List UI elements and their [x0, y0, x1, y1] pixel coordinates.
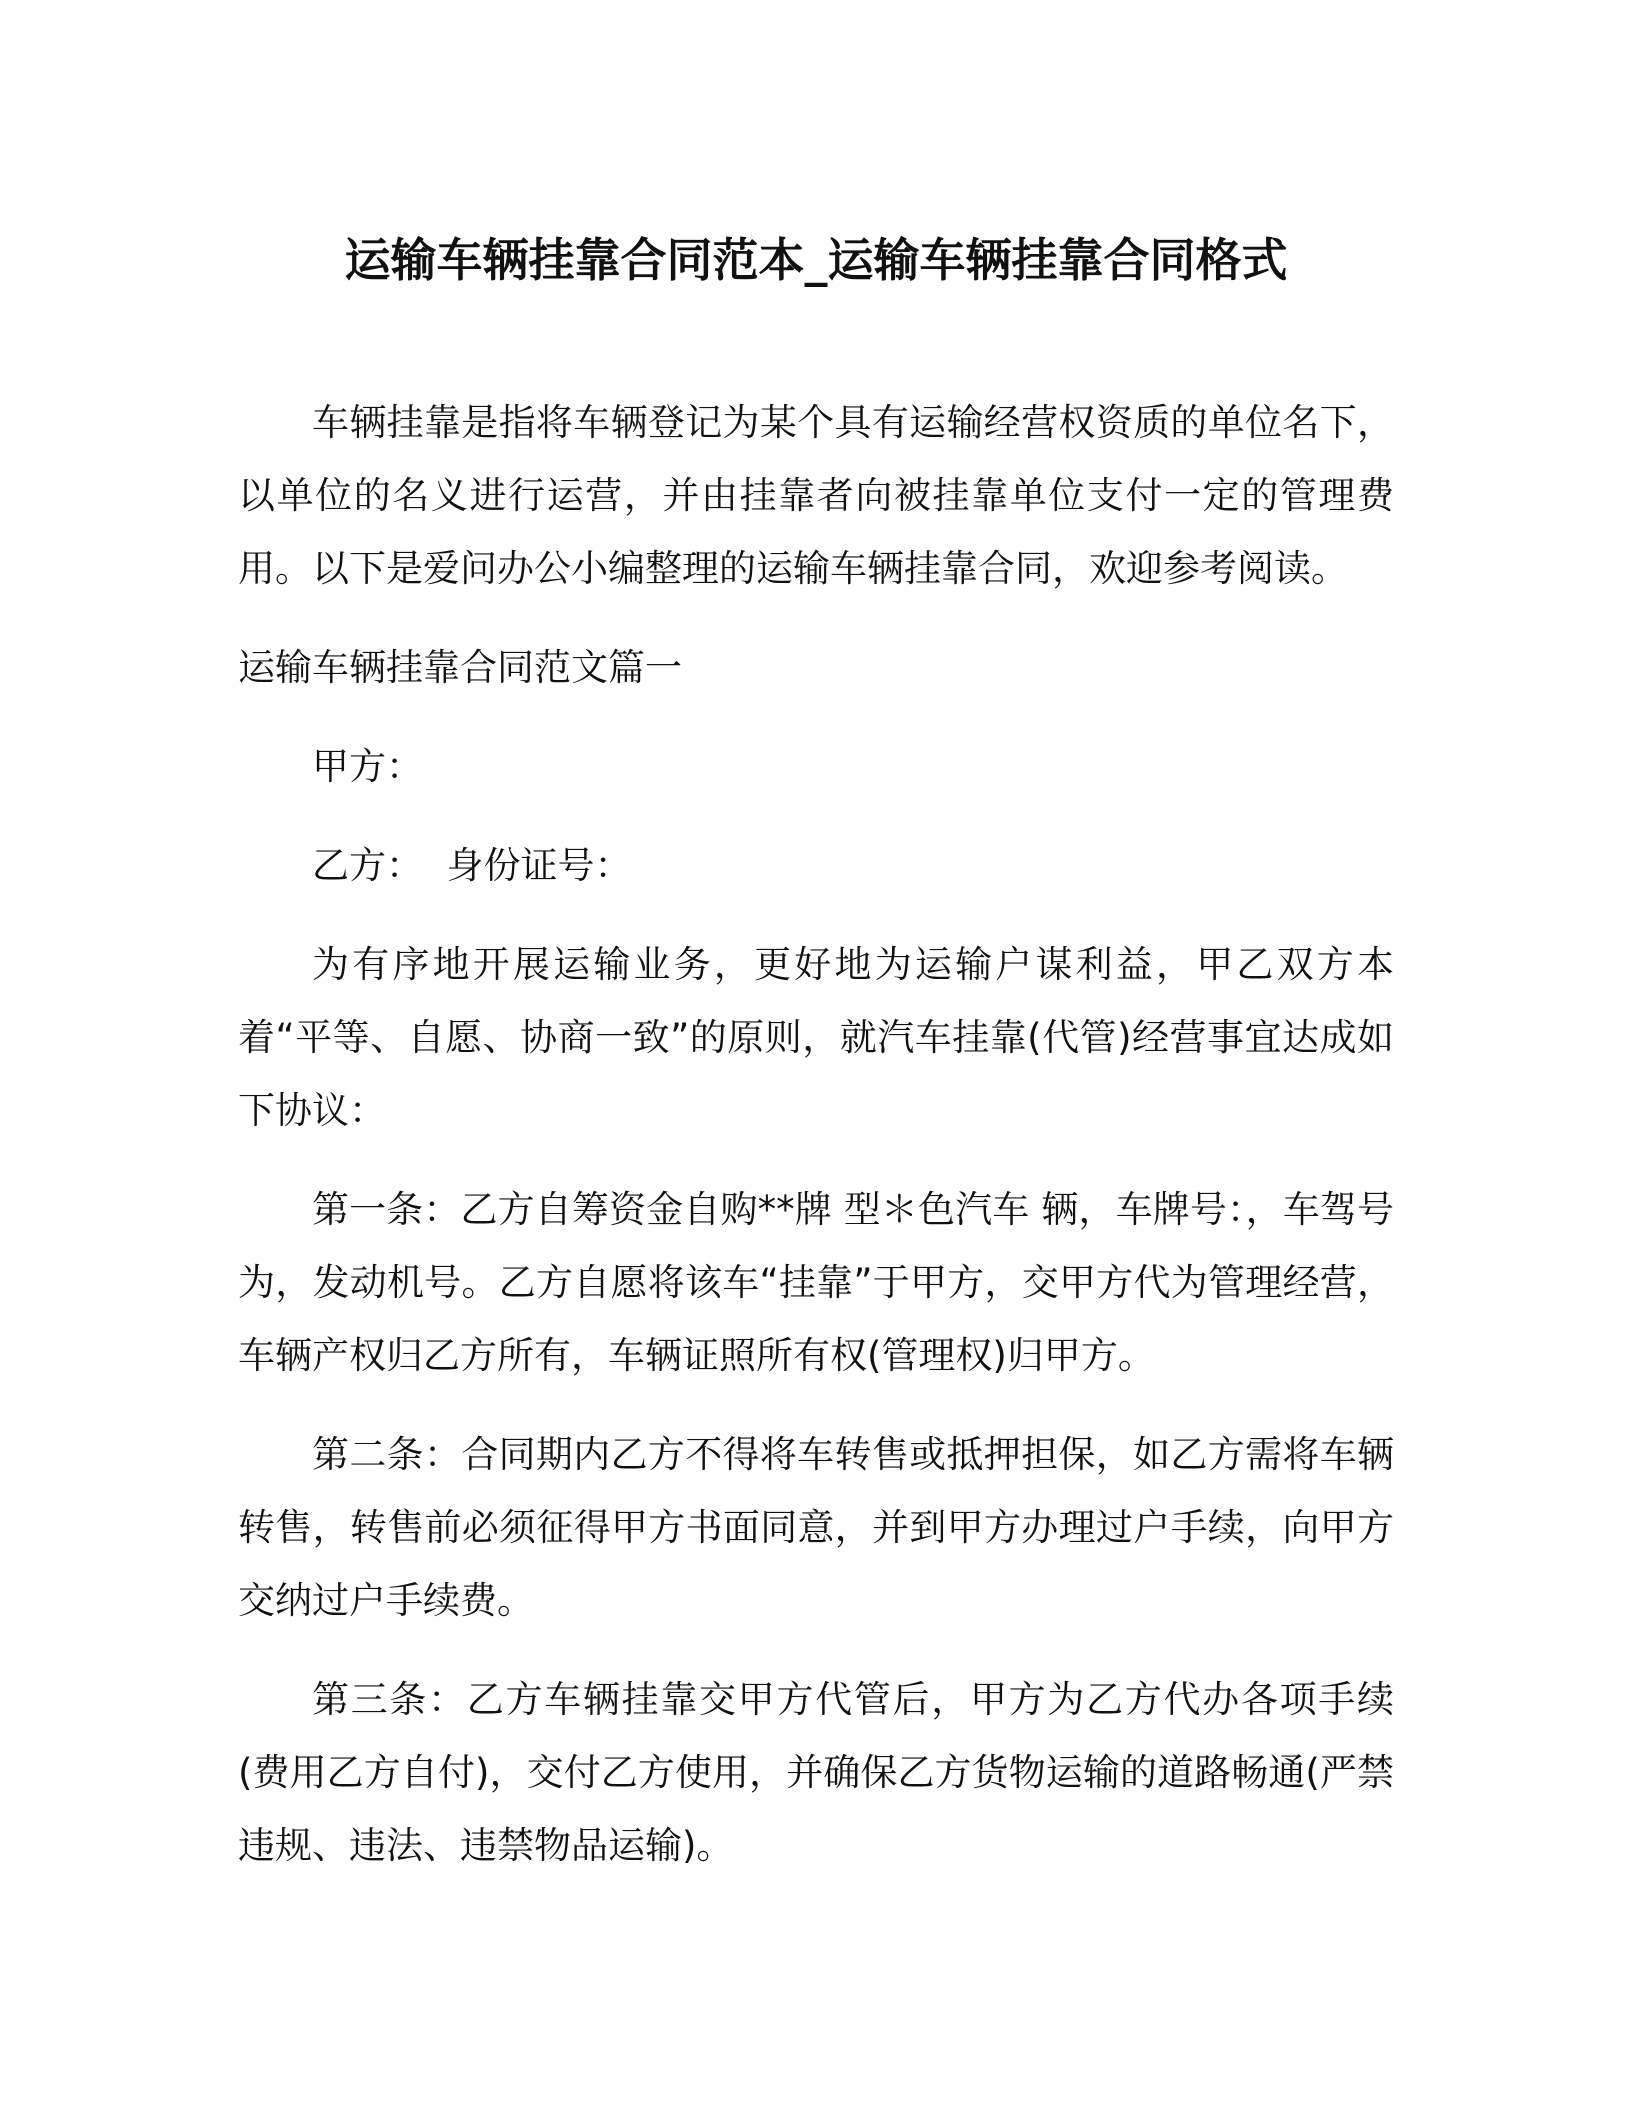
document-body	[238, 386, 1394, 1908]
preamble-paragraph: 为有序地开展运输业务，更好地为运输户谋利益，甲乙双方本着“平等、自愿、协商一致”的原则，就汽车挂靠(代管)经营事宜达成如下协议：	[238, 943, 1394, 1132]
party-b-line: 乙方： 身份证号：	[312, 844, 632, 887]
document-title: 运输车辆挂靠合同范本_运输车辆挂靠合同格式	[344, 233, 1288, 287]
intro-paragraph: 车辆挂靠是指将车辆登记为某个具有运输经营权资质的单位名下，以单位的名义进行运营，并由挂靠者向被挂靠单位支付一定的管理费用。以下是爱问办公小编整理的运输车辆挂靠合同，欢迎参考阅读。	[238, 401, 1394, 590]
section-heading: 运输车辆挂靠合同范文篇一	[238, 646, 682, 689]
article-1-paragraph: 第一条：乙方自筹资金自购**牌 型＊色汽车 辆，车牌号：，车驾号为，发动机号。乙方自愿将该车“挂靠”于甲方，交甲方代为管理经营，车辆产权归乙方所有，车辆证照所有权(管理权)归甲方。	[238, 1188, 1394, 1377]
article-3-paragraph: 第三条：乙方车辆挂靠交甲方代管后，甲方为乙方代办各项手续(费用乙方自付)，交付乙方使用，并确保乙方货物运输的道路畅通(严禁违规、违法、违禁物品运输)。	[238, 1678, 1394, 1867]
article-2-paragraph: 第二条：合同期内乙方不得将车转售或抵押担保，如乙方需将车辆转售，转售前必须征得甲方书面同意，并到甲方办理过户手续，向甲方交纳过户手续费。	[238, 1433, 1394, 1622]
party-a-line: 甲方：	[312, 745, 423, 788]
